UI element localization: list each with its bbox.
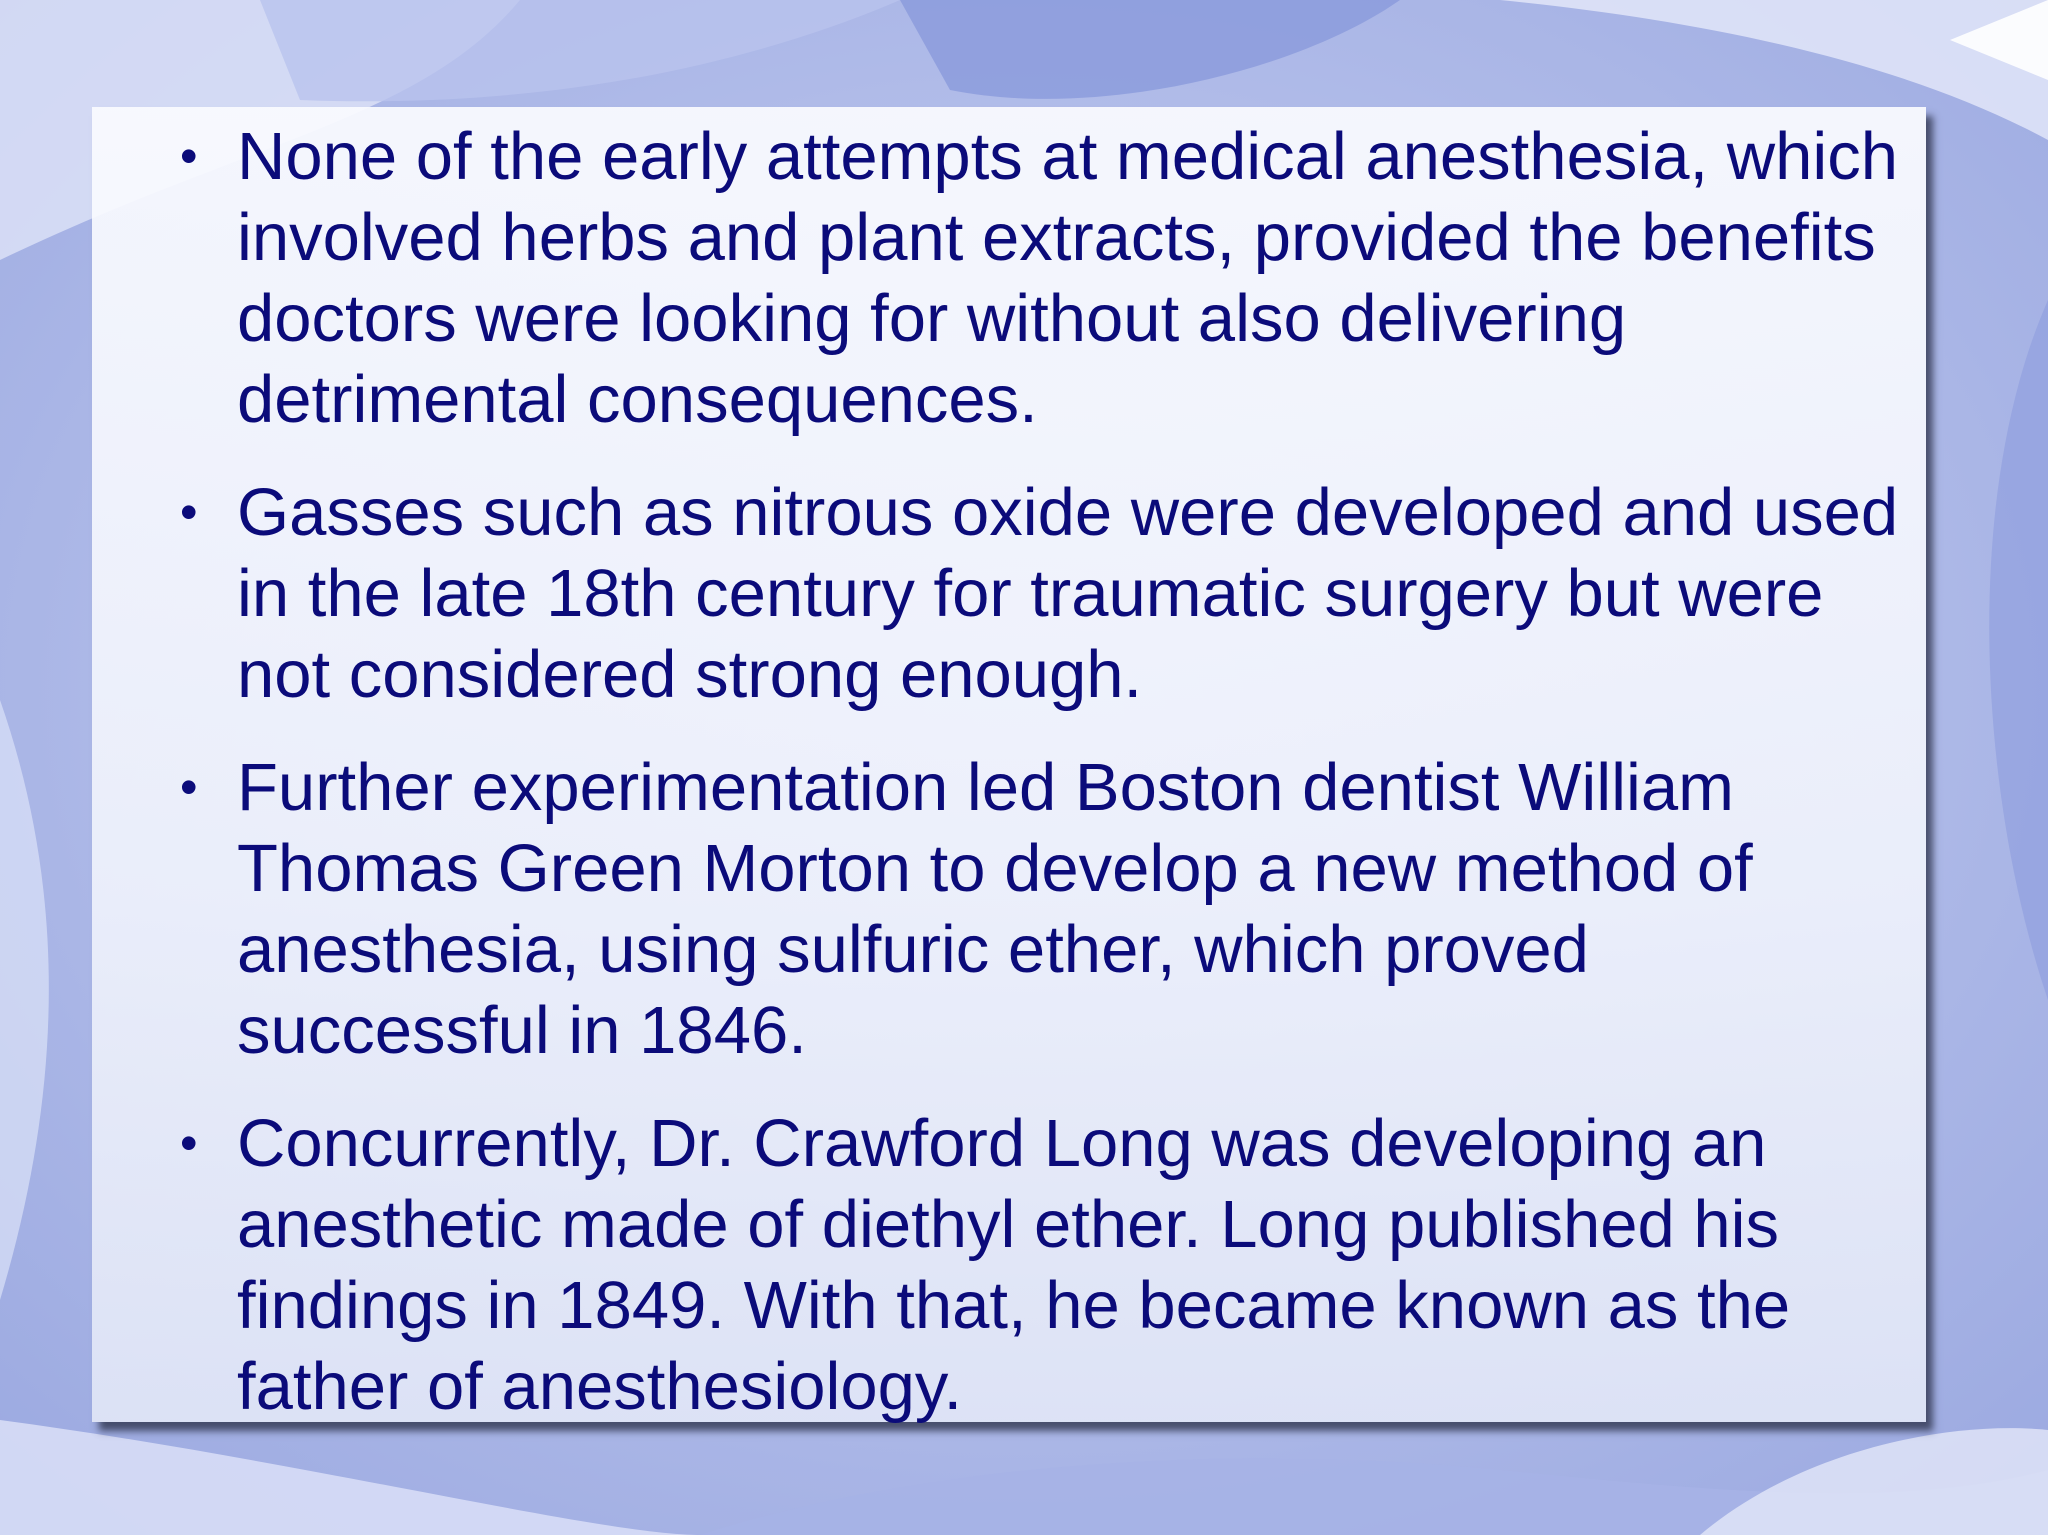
bullet-item	[168, 1103, 1908, 1427]
bullet-text: Further experimentation led Boston dentist William Thomas Green Morton to develop a new method of anesthesia, using sulfuric ether, which proved successful in 1846.	[237, 750, 1753, 1068]
bullet-item	[168, 116, 1908, 440]
bullet-dot-icon: •	[180, 128, 198, 184]
bullet-list	[168, 116, 1908, 1459]
bullet-text: None of the early attempts at medical anesthesia, which involved herbs and plant extracts, provided the benefits doctors were looking for without also delivering detrimental consequences.	[237, 119, 1898, 437]
bullet-item	[168, 747, 1908, 1071]
bullet-item	[168, 472, 1908, 715]
bullet-dot-icon: •	[180, 484, 198, 540]
bullet-dot-icon: •	[180, 1115, 198, 1171]
bullet-text: Gasses such as nitrous oxide were developed and used in the late 18th century for traumatic surgery but were not considered strong enough.	[237, 475, 1899, 712]
bullet-dot-icon: •	[180, 759, 198, 815]
bullet-text: Concurrently, Dr. Crawford Long was developing an anesthetic made of diethyl ether. Long published his findings in 1849. With that, he became known as the father of anesthesiology.	[237, 1106, 1791, 1424]
